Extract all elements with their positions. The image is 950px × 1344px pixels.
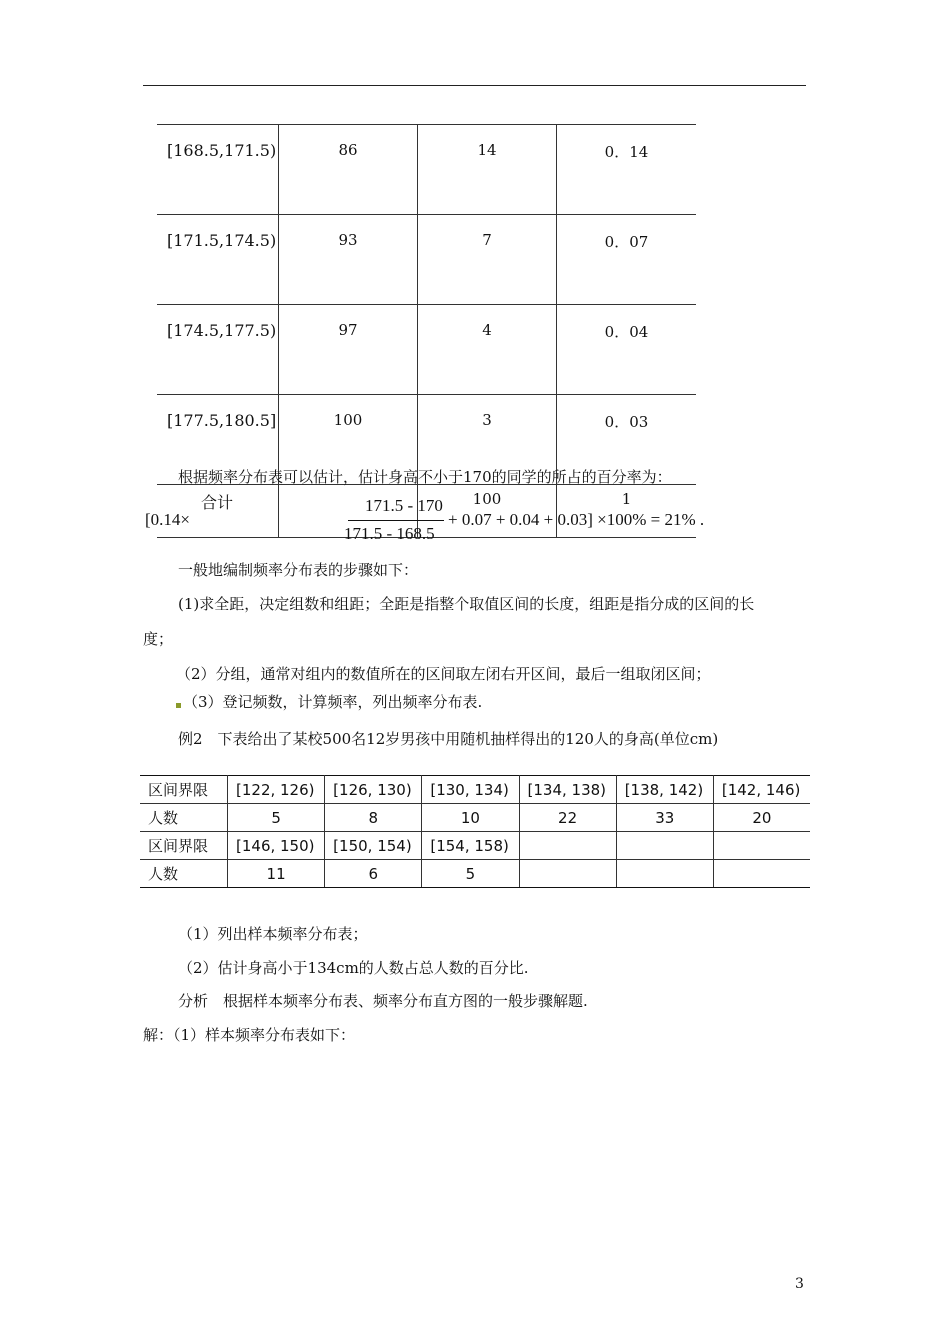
table-row [157,125,696,215]
analysis: 分析 根据样本频率分布表、频率分布直方图的一般步骤解题. [178,992,588,1010]
frequency-cell: 0．04 [557,305,697,395]
formula-denominator: 171.5 - 168.5 [344,524,435,543]
table-row [140,804,810,832]
total-count-cell: 100 [418,485,557,538]
table-row [157,215,696,305]
page-number: 3 [795,1276,804,1292]
formula-suffix: + 0.07 + 0.04 + 0.03] ×100% = 21% . [448,510,705,529]
cumulative-cell: 97 [279,305,418,395]
count-cell [616,860,713,888]
step-3 [176,692,482,712]
interval-cell: [146, 150) [228,832,325,860]
interval-cell: [174.5,177.5) [157,305,279,395]
count-cell: 20 [713,804,810,832]
interval-cell: [134, 138) [519,776,616,804]
count-cell: 7 [418,215,557,305]
count-cell: 8 [325,804,422,832]
step-1-line-2: 度； [143,630,174,648]
cumulative-cell: 100 [279,395,418,485]
height-data-table [140,775,810,888]
interval-cell [519,832,616,860]
interval-cell: [150, 154) [325,832,422,860]
cumulative-cell: 93 [279,215,418,305]
frequency-cell: 0．07 [557,215,697,305]
question-2: （2）估计身高小于134cm的人数占总人数的百分比. [178,959,529,977]
interval-header: 区间界限 [140,776,228,804]
cumulative-cell: 86 [279,125,418,215]
formula-prefix: [0.14× [145,510,190,529]
estimate-intro: 根据频率分布表可以估计，估计身高不小于170的同学的所占的百分率为： [178,468,672,486]
bullet-dot [176,703,181,708]
interval-cell [616,832,713,860]
table-row [140,776,810,804]
count-cell: 4 [418,305,557,395]
count-cell: 5 [422,860,519,888]
count-cell: 10 [422,804,519,832]
count-header: 人数 [140,804,228,832]
count-cell: 5 [228,804,325,832]
interval-cell: [154, 158) [422,832,519,860]
interval-cell: [142, 146) [713,776,810,804]
interval-cell: [130, 134) [422,776,519,804]
count-cell [713,860,810,888]
step-3-text: （3）登记频数，计算频率，列出频率分布表. [183,693,483,711]
interval-cell: [177.5,180.5] [157,395,279,485]
header-rule [143,85,806,86]
count-cell: 22 [519,804,616,832]
table-row [140,860,810,888]
fraction-bar [348,520,444,521]
count-cell: 6 [325,860,422,888]
frequency-cell: 0．03 [557,395,697,485]
step-2: （2）分组，通常对组内的数值所在的区间取左闭右开区间，最后一组取闭区间； [176,665,711,683]
count-cell: 11 [228,860,325,888]
interval-cell: [168.5,171.5) [157,125,279,215]
count-header: 人数 [140,860,228,888]
count-cell: 3 [418,395,557,485]
total-label: 合计 [157,485,279,538]
interval-header: 区间界限 [140,832,228,860]
steps-intro: 一般地编制频率分布表的步骤如下： [178,561,419,579]
table-row [157,305,696,395]
total-frequency-cell: 1 [557,485,697,538]
example-2: 例2 下表给出了某校500名12岁男孩中用随机抽样得出的120人的身高(单位cm) [178,730,719,748]
count-cell [519,860,616,888]
count-cell: 33 [616,804,713,832]
interval-cell: [171.5,174.5) [157,215,279,305]
interval-cell: [126, 130) [325,776,422,804]
count-cell: 14 [418,125,557,215]
step-1-line-1: (1)求全距，决定组数和组距；全距是指整个取值区间的长度，组距是指分成的区间的长 [178,595,755,613]
interval-cell: [122, 126) [228,776,325,804]
solution-intro: 解：（1）样本频率分布表如下： [143,1026,356,1044]
question-1: （1）列出样本频率分布表； [178,925,368,943]
frequency-cell: 0．14 [557,125,697,215]
formula-numerator: 171.5 - 170 [365,496,443,515]
interval-cell [713,832,810,860]
table-row [140,832,810,860]
interval-cell: [138, 142) [616,776,713,804]
